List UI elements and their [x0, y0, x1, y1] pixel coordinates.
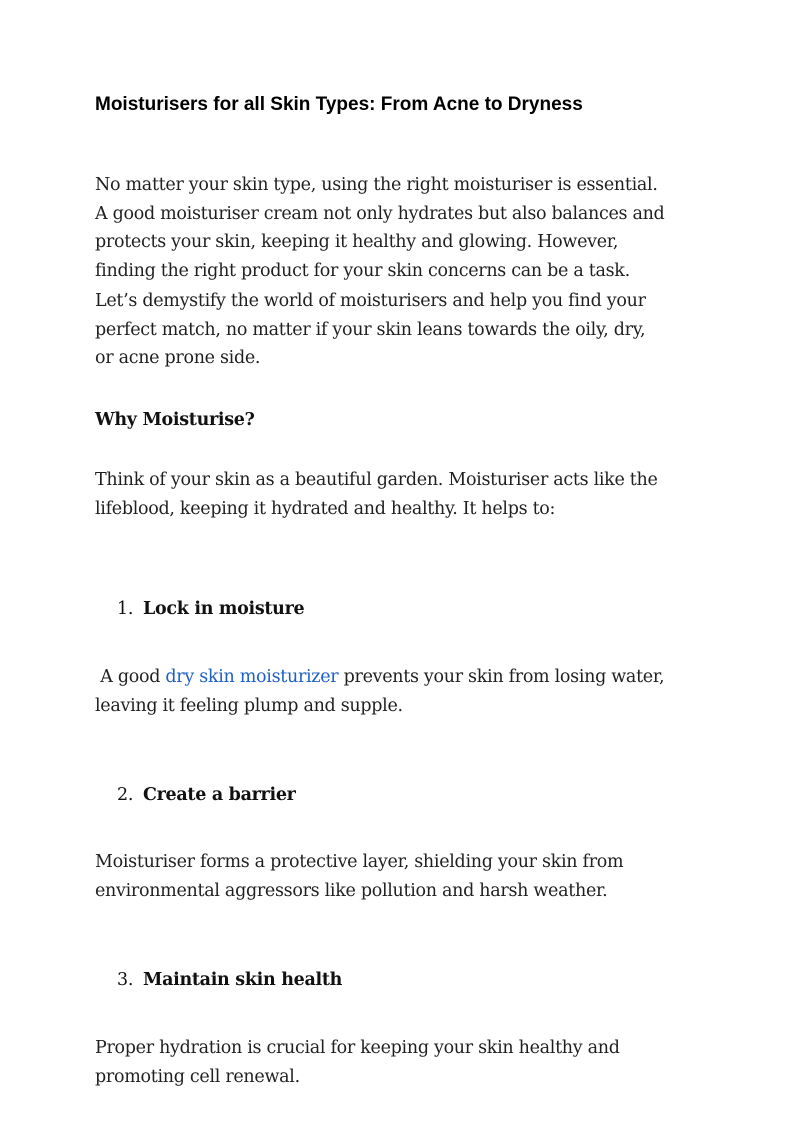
item-1-body [95, 663, 695, 720]
item-1-line: leaving it feeling plump and supple. [95, 695, 403, 716]
list-label: Lock in moisture [143, 599, 305, 619]
item-3-line: Proper hydration is crucial for keeping your skin healthy and [95, 1038, 620, 1058]
item-1-prefix: A good [95, 667, 166, 687]
item-2-line: environmental aggressors like pollution and harsh weather. [95, 880, 608, 901]
list-number: 3. [117, 970, 134, 990]
list-label: Maintain skin health [143, 970, 343, 990]
item-3-line: promoting cell renewal. [95, 1066, 300, 1087]
intro-line: Let’s demystify the world of moisturisers and help you find your [95, 291, 646, 311]
intro-line: or acne prone side. [95, 348, 261, 368]
item-3-body [95, 1034, 695, 1091]
item-2-body [95, 848, 695, 905]
list-number: 2. [117, 785, 134, 805]
item-1-suffix: prevents your skin from losing water, [338, 667, 665, 687]
document-title: Moisturisers for all Skin Types: From Acne to Dryness [95, 94, 583, 115]
dry-skin-moisturizer-link[interactable]: dry skin moisturizer [165, 667, 339, 687]
intro-paragraph [95, 171, 695, 373]
intro-line: No matter your skin type, using the right moisturiser is essential. [95, 175, 658, 195]
list-label: Create a barrier [143, 785, 296, 805]
why-line: lifeblood, keeping it hydrated and healthy. It helps to: [95, 498, 556, 519]
why-moisturise-heading: Why Moisturise? [95, 410, 255, 430]
intro-line: protects your skin, keeping it healthy and glowing. However, [95, 232, 619, 252]
intro-line: finding the right product for your skin concerns can be a task. [95, 260, 630, 281]
why-paragraph [95, 466, 695, 523]
list-number: 1. [117, 599, 134, 619]
intro-line: A good moisturiser cream not only hydrates but also balances and [95, 203, 665, 224]
item-2-line: Moisturiser forms a protective layer, shielding your skin from [95, 852, 624, 872]
intro-line: perfect match, no matter if your skin leans towards the oily, dry, [95, 319, 646, 340]
why-line: Think of your skin as a beautiful garden. Moisturiser acts like the [95, 470, 658, 490]
item-1-line [95, 663, 695, 692]
